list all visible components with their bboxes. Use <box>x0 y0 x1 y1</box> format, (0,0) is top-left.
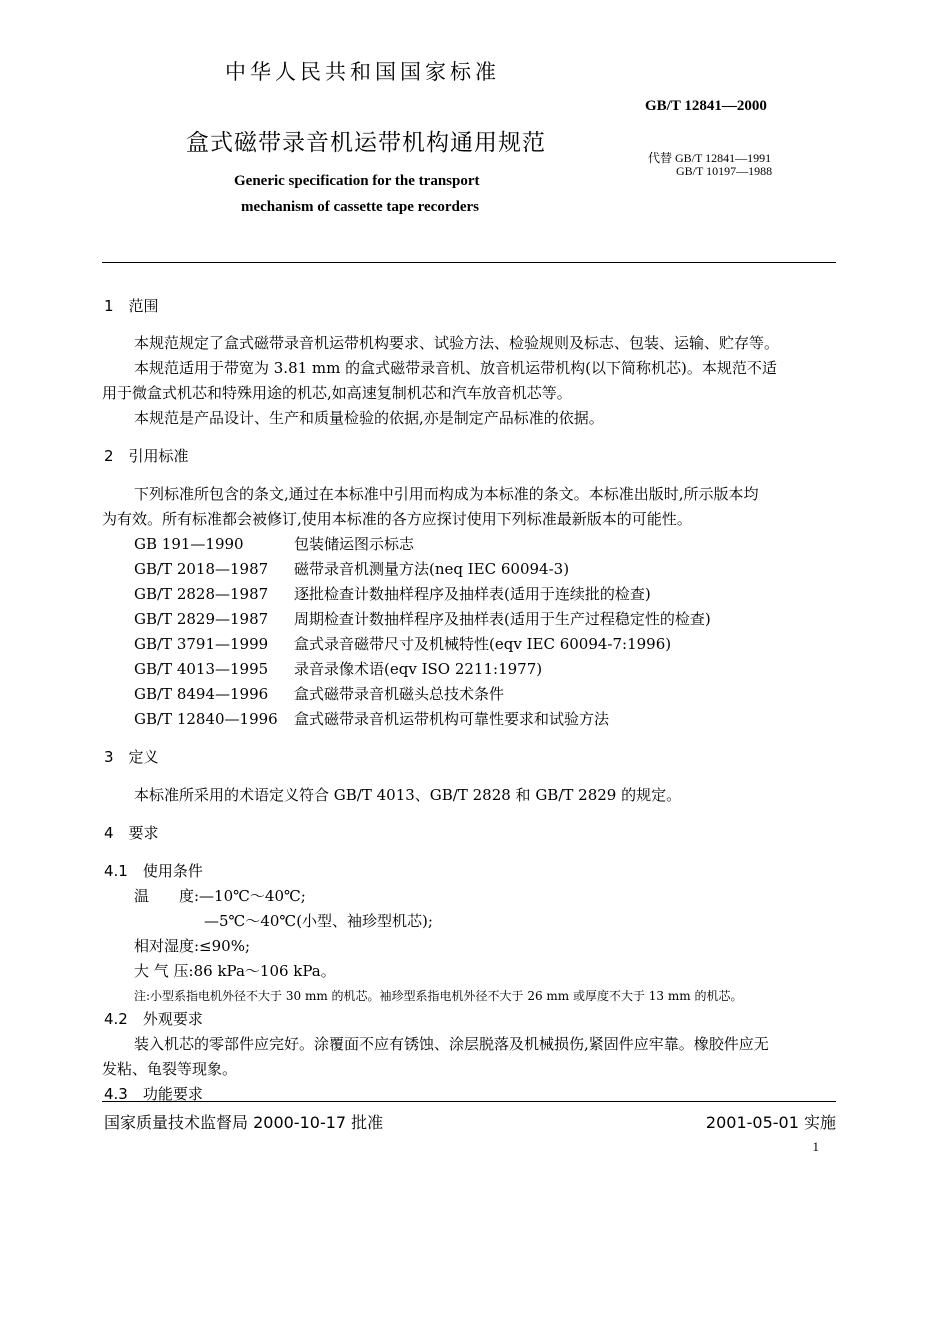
humidity-line: 相对湿度:≤90%; <box>134 937 251 955</box>
approval-note: 国家质量技术监督局 2000-10-17 批准 <box>104 1113 384 1132</box>
section-1-para-2b: 用于微盒式机芯和特殊用途的机芯,如高速复制机芯和汽车放音机芯等。 <box>102 384 572 402</box>
section-2-heading: 2 引用标准 <box>104 447 189 465</box>
english-title-line-1: Generic specification for the transport <box>234 173 480 189</box>
reference-title: 逐批检查计数抽样程序及抽样表(适用于连续批的检查) <box>294 585 651 603</box>
reference-title: 盒式磁带录音机运带机构可靠性要求和试验方法 <box>294 710 610 728</box>
section-4-3-heading: 4.3 功能要求 <box>104 1085 203 1103</box>
section-2-para-1a: 下列标准所包含的条文,通过在本标准中引用而构成为本标准的条文。本标准出版时,所示版本均 <box>134 485 759 503</box>
reference-title: 录音录像术语(eqv ISO 2211:1977) <box>294 660 543 678</box>
reference-item <box>134 708 609 729</box>
reference-title: 周期检查计数抽样程序及抽样表(适用于生产过程稳定性的检查) <box>294 610 711 628</box>
section-3-heading: 3 定义 <box>104 748 159 766</box>
reference-code: GB/T 12840—1996 <box>134 710 278 728</box>
english-title-line-2: mechanism of cassette tape recorders <box>241 199 479 215</box>
section-4-1-note: 注:小型系指电机外径不大于 30 mm 的机芯。袖珍型系指电机外径不大于 26 mm 或厚度不大于 13 mm 的机芯。 <box>134 989 743 1003</box>
section-1-para-3: 本规范是产品设计、生产和质量检验的依据,亦是制定产品标准的依据。 <box>134 409 604 427</box>
reference-title: 磁带录音机测量方法(neq IEC 60094-3) <box>294 560 570 578</box>
section-4-2-para-1b: 发粘、龟裂等现象。 <box>102 1060 238 1078</box>
reference-title: 包装储运图示标志 <box>294 535 415 553</box>
reference-code: GB/T 2828—1987 <box>134 585 269 603</box>
document-title: 盒式磁带录音机运带机构通用规范 <box>186 130 546 156</box>
section-4-2-para-1a: 装入机芯的零部件应完好。涂覆面不应有锈蚀、涂层脱落及机械损伤,紧固件应牢靠。橡胶件应无 <box>134 1035 769 1053</box>
section-4-heading: 4 要求 <box>104 824 159 842</box>
reference-title: 盒式磁带录音机磁头总技术条件 <box>294 685 505 703</box>
reference-item <box>134 583 651 604</box>
footer-divider <box>102 1101 836 1102</box>
reference-code: GB/T 8494—1996 <box>134 685 269 703</box>
reference-code: GB 191—1990 <box>134 535 244 553</box>
section-4-2-heading: 4.2 外观要求 <box>104 1010 203 1028</box>
section-3-para-1: 本标准所采用的术语定义符合 GB/T 4013、GB/T 2828 和 GB/T 2829 的规定。 <box>134 786 682 804</box>
reference-code: GB/T 2018—1987 <box>134 560 269 578</box>
replaces-line-2: GB/T 10197—1988 <box>676 164 773 178</box>
reference-item <box>134 633 671 654</box>
reference-code: GB/T 4013—1995 <box>134 660 269 678</box>
section-1-heading: 1 范围 <box>104 297 159 315</box>
reference-code: GB/T 3791—1999 <box>134 635 269 653</box>
reference-item <box>134 533 414 554</box>
standard-category: 中华人民共和国国家标准 <box>225 60 500 84</box>
reference-item <box>134 558 569 579</box>
reference-item <box>134 683 504 704</box>
section-4-1-heading: 4.1 使用条件 <box>104 862 203 880</box>
effective-date: 2001-05-01 实施 <box>705 1113 836 1132</box>
reference-item <box>134 658 542 679</box>
replaces-line-1: 代替 GB/T 12841—1991 <box>648 151 772 165</box>
section-1-para-1: 本规范规定了盒式磁带录音机运带机构要求、试验方法、检验规则及标志、包装、运输、贮存等。 <box>134 334 780 352</box>
section-1-para-2a: 本规范适用于带宽为 3.81 mm 的盒式磁带录音机、放音机运带机构(以下简称机芯)。本规范不适 <box>134 359 777 377</box>
reference-item <box>134 608 711 629</box>
temperature-line-2: —5℃～40℃(小型、袖珍型机芯); <box>204 912 433 930</box>
reference-code: GB/T 2829—1987 <box>134 610 269 628</box>
header-divider <box>102 262 836 263</box>
pressure-line: 大 气 压:86 kPa～106 kPa。 <box>134 962 336 980</box>
standard-number: GB/T 12841—2000 <box>645 98 767 114</box>
page-number: 1 <box>812 1139 819 1154</box>
section-2-para-1b: 为有效。所有标准都会被修订,使用本标准的各方应探讨使用下列标准最新版本的可能性。 <box>102 510 692 528</box>
temperature-line-1: 温 度:—10℃～40℃; <box>134 887 306 905</box>
reference-title: 盒式录音磁带尺寸及机械特性(eqv IEC 60094-7:1996) <box>294 635 672 653</box>
